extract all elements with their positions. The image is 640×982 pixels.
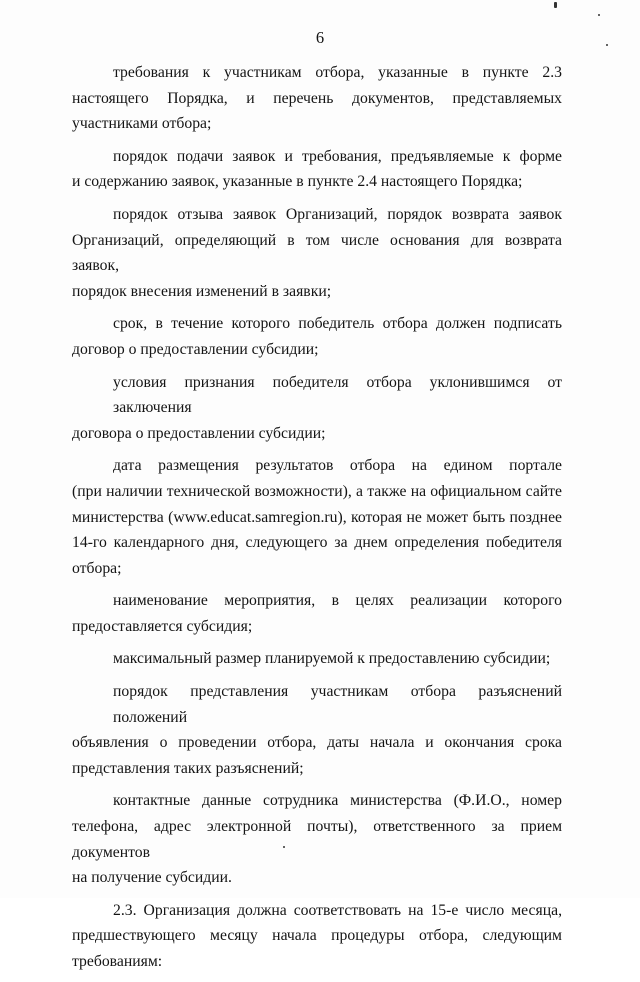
text-line: требованиям: — [72, 953, 163, 970]
text-line: наименование мероприятия, в целях реализации которого — [113, 592, 562, 610]
paragraph-requirements — [72, 60, 562, 137]
page-number: 6 — [315, 28, 325, 47]
scan-speck — [598, 14, 600, 16]
text-line: контактные данные сотрудника министерства (Ф.И.О., номер — [113, 792, 562, 810]
text-line: срок, в течение которого победитель отбора должен подписать — [113, 315, 562, 333]
text-line: дата размещения результатов отбора на едином портале — [113, 457, 562, 475]
text-line: максимальный размер планируемой к предоставлению субсидии; — [113, 650, 551, 668]
paragraph-max-amount — [72, 646, 562, 672]
text-line: договора о предоставлении субсидии; — [72, 424, 326, 442]
paragraph-results-date — [72, 453, 562, 581]
text-line: настоящего Порядка, и перечень документов, представляемых — [72, 89, 562, 107]
paragraph-withdrawal-order — [72, 202, 562, 304]
text-line: и содержанию заявок, указанные в пункте 2.4 настоящего Порядка; — [72, 173, 523, 191]
paragraph-section-2-3 — [72, 898, 562, 975]
text-line: 2.3. Организация должна соответствовать на 15-е число месяца, — [113, 901, 562, 919]
text-line: отбора; — [72, 559, 122, 577]
text-line: Организаций, определяющий в том числе основания для возврата заявок, — [72, 231, 562, 275]
text-line: условия признания победителя отбора уклонившимся от заключения — [113, 373, 562, 417]
scan-speck — [554, 2, 557, 8]
scan-speck — [283, 846, 285, 848]
text-line: телефона, адрес электронной почты), ответственного за прием документов — [72, 818, 562, 861]
text-line: порядок отзыва заявок Организаций, порядок возврата заявок — [113, 205, 562, 223]
text-line: порядок подачи заявок и требования, предъявляемые к форме — [113, 147, 562, 165]
paragraph-submission-order — [72, 144, 562, 195]
text-line: объявления о проведении отбора, даты начала и окончания срока — [72, 734, 562, 752]
paragraph-clarifications — [72, 679, 562, 781]
body-text — [72, 60, 562, 982]
paragraph-evasion-conditions — [72, 370, 562, 447]
text-line: 14-го календарного дня, следующего за днем определения победителя — [72, 534, 562, 552]
text-line: министерства (www.educat.samregion.ru), которая не может быть позднее — [72, 508, 562, 526]
paragraph-event-name — [72, 588, 562, 639]
text-line: представления таких разъяснений; — [72, 759, 304, 777]
text-line: порядок внесения изменений в заявки; — [72, 282, 332, 300]
text-line: участниками отбора; — [72, 115, 212, 133]
text-line: договор о предоставлении субсидии; — [72, 340, 319, 358]
paragraph-contacts — [72, 788, 562, 890]
paragraph-signing-term — [72, 311, 562, 362]
text-line: на получение субсидии. — [72, 869, 232, 887]
text-line: требования к участникам отбора, указанные в пункте 2.3 — [113, 64, 562, 81]
text-line: предоставляется субсидия; — [72, 617, 253, 635]
text-line: (при наличии технической возможности), а также на официальном сайте — [72, 482, 562, 500]
text-line: порядок представления участникам отбора разъяснений положений — [113, 683, 562, 726]
text-line: предшествующего месяцу начала процедуры отбора, следующим — [72, 927, 562, 945]
scan-speck — [606, 44, 608, 46]
